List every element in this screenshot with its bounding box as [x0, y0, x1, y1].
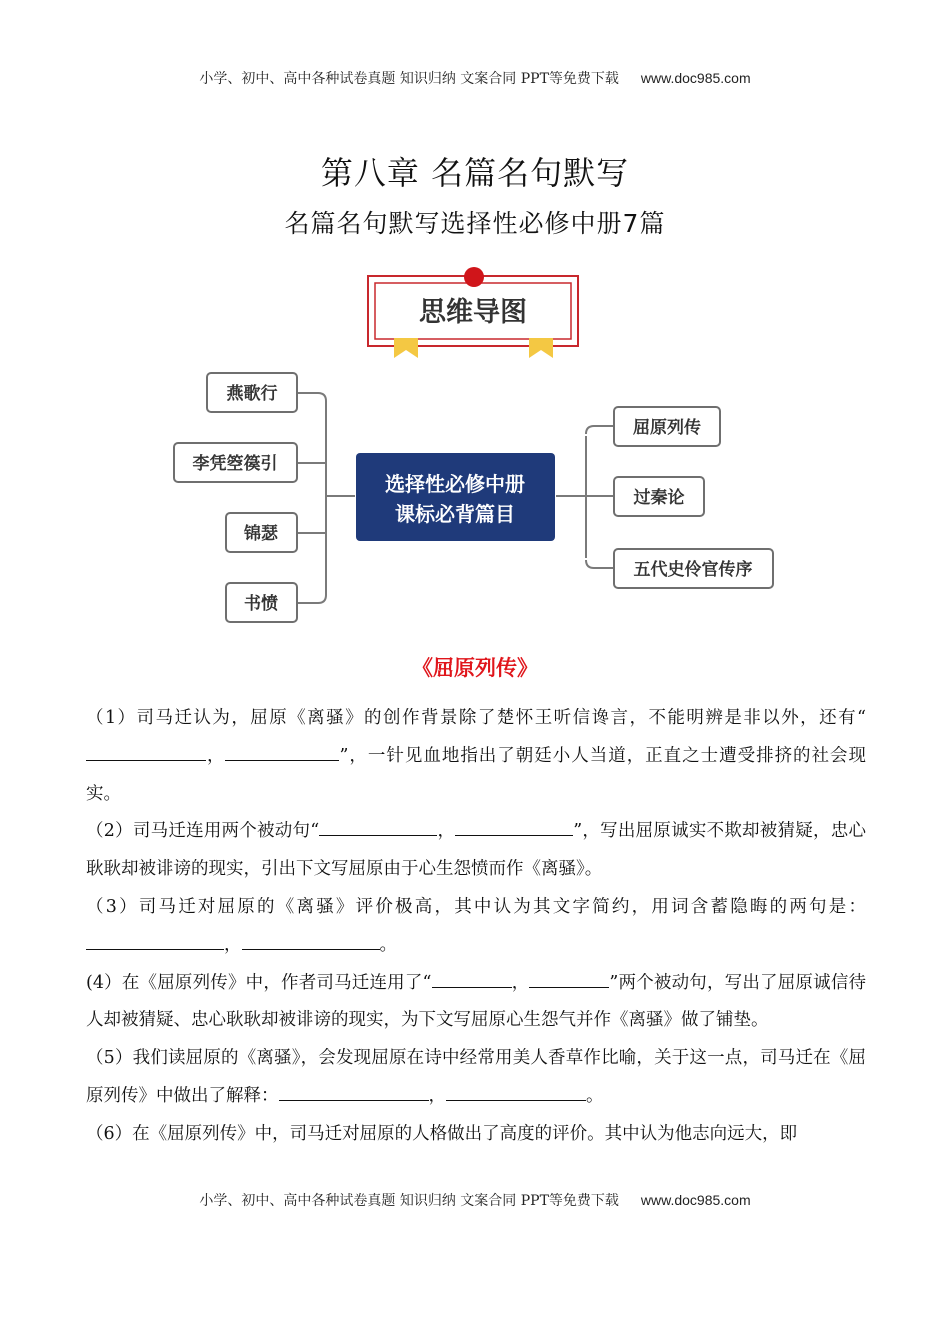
mind-map-node — [174, 443, 297, 482]
mind-map-node — [226, 583, 297, 622]
question-6: （6）在《屈原列传》中，司马迁对屈原的人格做出了高度的评价。其中认为他志向远大，即 — [86, 1123, 798, 1144]
ribbon-left-icon — [394, 338, 418, 358]
question-1: （1）司马迁认为，屈原《离骚》的创作背景除了楚怀王听信谗言，不能明辨是非以外，还有“， ”，一针见血地指出了朝廷小人当道，正直之士遭受排挤的社会现实。 — [86, 708, 867, 804]
mind-map-center — [356, 453, 555, 541]
answer-blank[interactable] — [86, 927, 224, 950]
svg-text:锦瑟: 锦瑟 — [244, 524, 278, 544]
mind-map-badge — [368, 267, 578, 358]
svg-text:书愤: 书愤 — [244, 594, 278, 614]
connectors-right — [556, 426, 614, 568]
answer-blank[interactable] — [242, 927, 380, 950]
badge-pin-icon — [464, 267, 484, 287]
section-title: 《屈原列传》 — [412, 656, 538, 680]
center-line-2: 课标必背篇目 — [395, 502, 515, 526]
badge-label: 思维导图 — [419, 297, 527, 328]
footer-site[interactable]: www.doc985.com — [640, 1192, 751, 1208]
question-5: （5）我们读屈原的《离骚》，会发现屈原在诗中经常用美人香草作比喻，关于这一点，司马迁在《屈原列传》中做出了解释： ， 。 — [86, 1048, 866, 1106]
mind-map-node — [614, 549, 773, 588]
header-site[interactable]: www.doc985.com — [640, 70, 751, 86]
answer-blank[interactable] — [279, 1078, 429, 1101]
header-text: 小学、初中、高中各种试卷真题 知识归纳 文案合同 PPT等免费下载 — [199, 71, 619, 87]
answer-blank[interactable] — [86, 738, 206, 761]
question-3: （3）司马迁对屈原的《离骚》评价极高，其中认为其文字简约，用词含蓄隐晦的两句是：， 。 — [86, 896, 866, 955]
connectors-left — [270, 393, 355, 603]
chapter-title: 第八章 名篇名句默写 — [320, 154, 630, 192]
svg-text:燕歌行: 燕歌行 — [226, 384, 278, 404]
svg-text:李凭箜篌引: 李凭箜篌引 — [192, 454, 278, 474]
answer-blank[interactable] — [432, 965, 512, 988]
mind-map-node — [614, 407, 720, 446]
mind-map-node — [207, 373, 297, 412]
answer-blank[interactable] — [319, 813, 437, 836]
answer-blank[interactable] — [225, 738, 339, 761]
answer-blank[interactable] — [446, 1078, 586, 1101]
ribbon-right-icon — [529, 338, 553, 358]
footer-text: 小学、初中、高中各种试卷真题 知识归纳 文案合同 PPT等免费下载 — [199, 1193, 619, 1209]
answer-blank[interactable] — [529, 965, 609, 988]
page-header — [0, 68, 950, 88]
page-footer — [0, 1190, 950, 1210]
svg-text:过秦论: 过秦论 — [633, 488, 685, 508]
question-4: (4）在《屈原列传》中，作者司马迁连用了“ ， ”两个被动句，写出了屈原诚信待人却被猜疑、忠心耿耿却被诽谤的现实，为下文写屈原心生怨气并作《离骚》做了铺垫。 — [86, 965, 866, 1041]
svg-text:屈原列传: 屈原列传 — [633, 418, 701, 438]
chapter-subtitle: 名篇名句默写选择性必修中册7篇 — [284, 209, 666, 238]
center-line-1: 选择性必修中册 — [385, 472, 525, 496]
mind-map — [0, 262, 950, 642]
question-list — [86, 700, 866, 1150]
mind-map-node — [614, 477, 704, 516]
mind-map-node — [226, 513, 297, 552]
question-2: （2）司马迁连用两个被动句“ ， ”，写出屈原诚实不欺却被猜疑，忠心耿耿却被诽谤的现实，引出下文写屈原由于心生怨愤而作《离骚》。 — [86, 813, 866, 889]
svg-text:五代史伶官传序: 五代史伶官传序 — [633, 560, 753, 580]
answer-blank[interactable] — [455, 813, 573, 836]
